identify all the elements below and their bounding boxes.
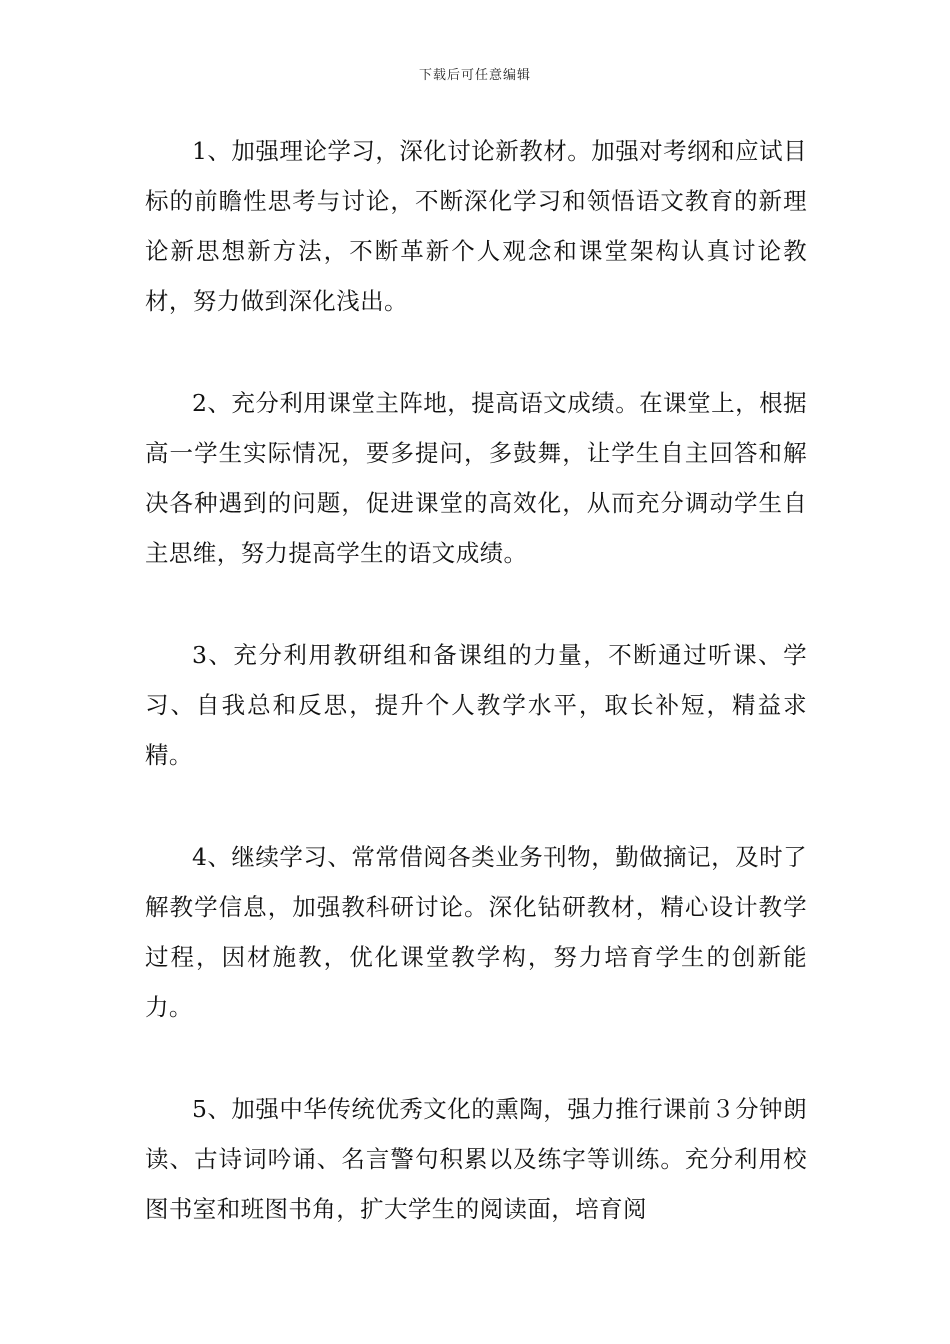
- document-body: [145, 126, 807, 1286]
- paragraph-5: 5、加强中华传统优秀文化的熏陶，强力推行课前３分钟朗读、古诗词吟诵、名言警句积累以及练字等训练。充分利用校图书室和班图书角，扩大学生的阅读面，培育阅: [145, 1095, 807, 1223]
- paragraph-4: 4、继续学习、常常借阅各类业务刊物，勤做摘记，及时了解教学信息，加强教科研讨论。深化钻研教材，精心设计教学过程，因材施教，优化课堂教学构，努力培育学生的创新能力。: [145, 843, 807, 1021]
- header-note: 下载后可任意编辑: [418, 68, 531, 83]
- paragraph-3: 3、充分利用教研组和备课组的力量，不断通过听课、学习、自我总和反思，提升个人教学水平，取长补短，精益求精。: [145, 641, 807, 769]
- paragraph-2: 2、充分利用课堂主阵地，提高语文成绩。在课堂上，根据高一学生实际情况，要多提问，多鼓舞，让学生自主回答和解决各种遇到的问题，促进课堂的高效化，从而充分调动学生自主思维，努力提高学生的语文成绩。: [145, 389, 807, 567]
- paragraph-1: 1、加强理论学习，深化讨论新教材。加强对考纲和应试目标的前瞻性思考与讨论，不断深化学习和领悟语文教育的新理论新思想新方法，不断革新个人观念和课堂架构认真讨论教材，努力做到深化浅出。: [145, 137, 807, 315]
